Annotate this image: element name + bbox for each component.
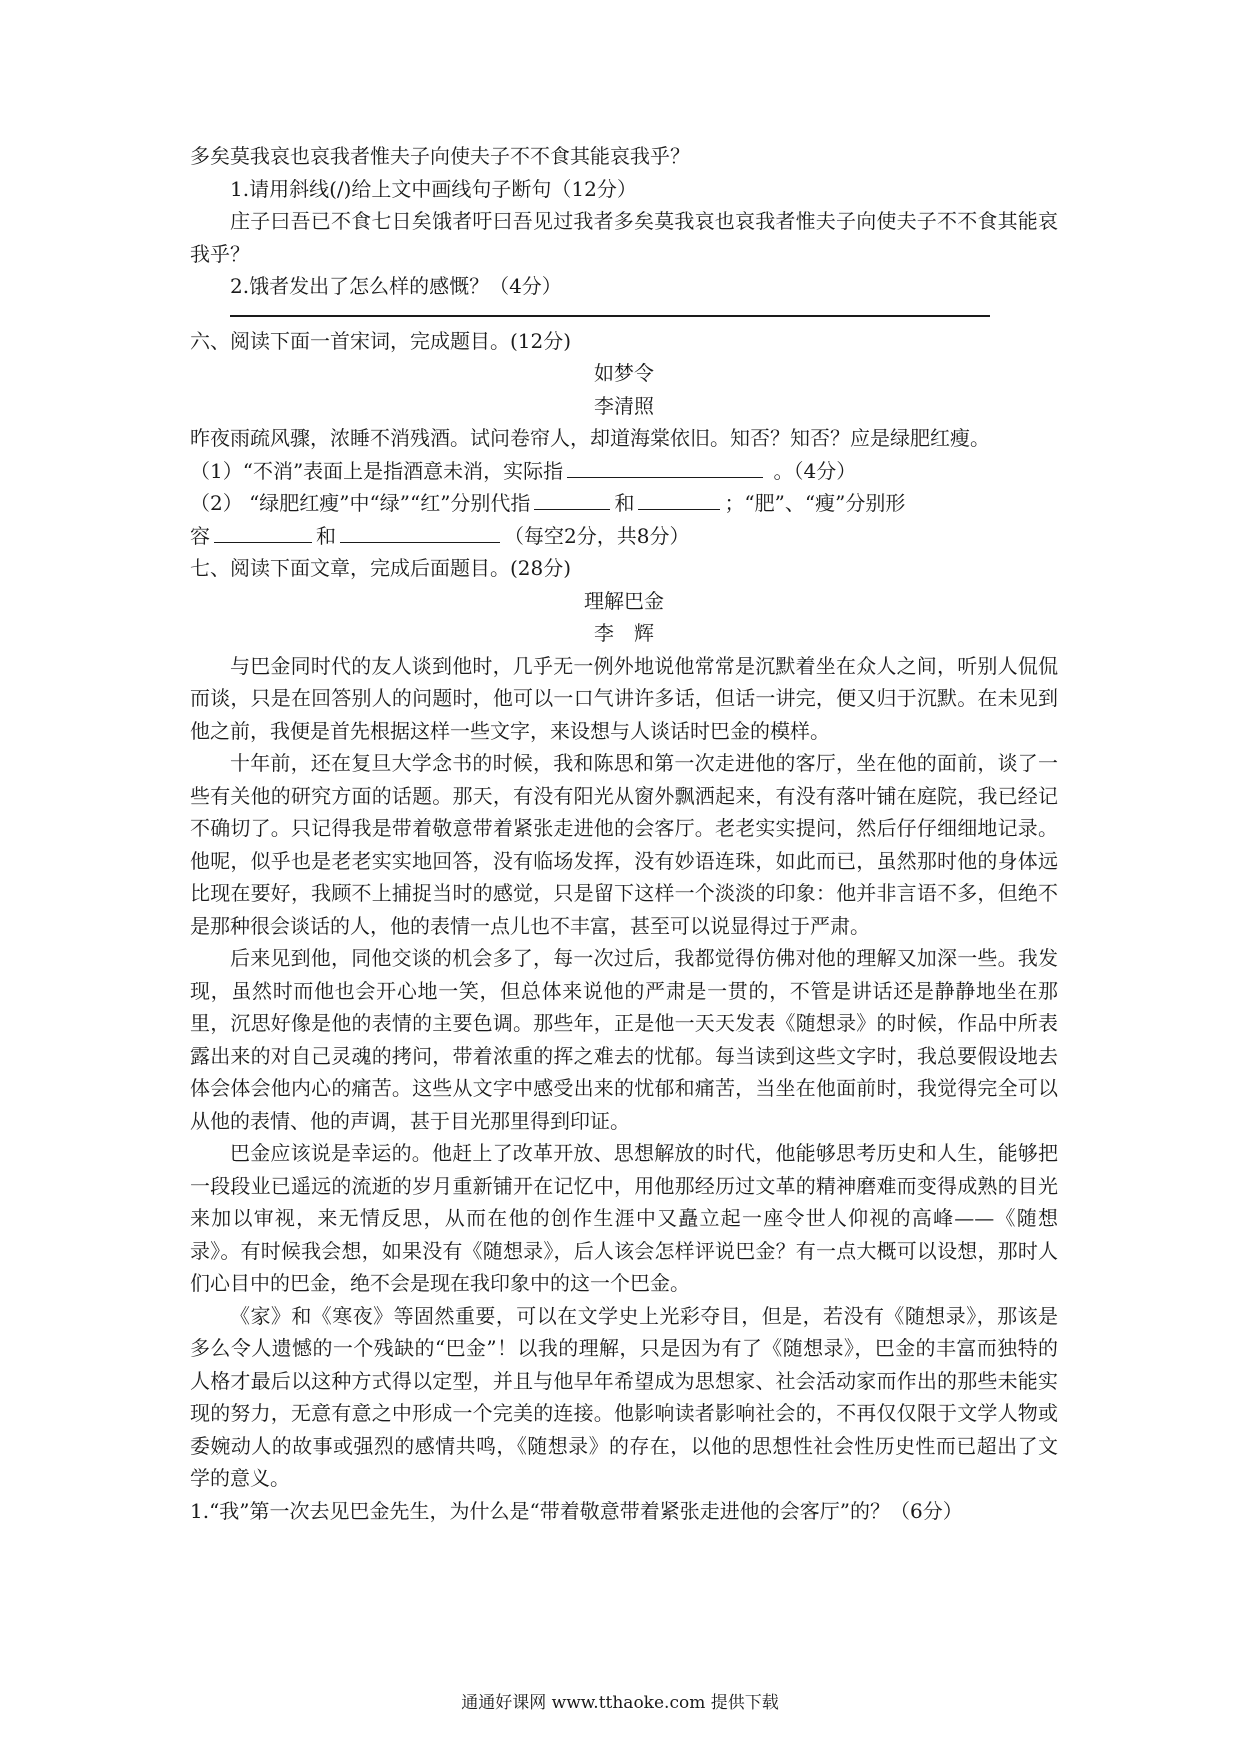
question-6-2-part6: （每空2分，共8分）	[504, 523, 690, 548]
section-6-heading: 六、阅读下面一首宋词，完成题目。(12分)	[190, 328, 572, 353]
question-6-2	[190, 487, 1058, 552]
question-6-2-part2: 和	[614, 491, 635, 515]
article-author: 李辉	[594, 621, 674, 645]
article-paragraph: 与巴金同时代的友人谈到他时，几乎无一例外地说他常常是沉默着坐在众人之间，听别人侃侃而谈，只是在回答别人的问题时，他可以一口气讲许多话，但话一讲完，便又归于沉默。在未见到他之前，我便是首先根据这样一些文字，来设想与人谈话时巴金的模样。	[190, 653, 1058, 743]
question-5-1-text: 庄子曰吾已不食七日矣饿者吁曰吾见过我者多矣莫我哀也哀我者惟夫子向使夫子不不食其能哀我乎？	[190, 209, 1058, 266]
answer-blank	[340, 520, 500, 543]
passage-tail: 多矣莫我哀也哀我者惟夫子向使夫子不不食其能哀我乎？	[190, 144, 690, 168]
question-6-2-part1: （2） “绿肥红瘦”中“绿”“红”分别代指	[190, 491, 531, 515]
article-title: 理解巴金	[584, 588, 664, 613]
question-7-1: 1.“我”第一次去见巴金先生，为什么是“带着敬意带着紧张走进他的会客厅”的？（6分）	[190, 1498, 963, 1523]
question-6-1-after: 。（4分）	[773, 458, 857, 483]
question-5-2-prompt: 2.饿者发出了怎么样的感慨？（4分）	[230, 274, 562, 298]
poem-title: 如梦令	[594, 361, 654, 385]
article-paragraph: 《家》和《寒夜》等固然重要，可以在文学史上光彩夺目，但是，若没有《随想录》，那该是多么令人遗憾的一个残缺的“巴金”！以我的理解，只是因为有了《随想录》，巴金的丰富而独特的人格才最后以这种方式得以定型，并且与他早年希望成为思想家、社会活动家而作出的那些未能实现的努力，无意有意之中形成一个完美的连接。他影响读者影响社会的，不再仅仅限于文学人物或委婉动人的故事或强烈的感情共鸣，《随想录》的存在，以他的思想性社会性历史性而已超出了文学的意义。	[190, 1303, 1058, 1490]
poem-author: 李清照	[594, 393, 654, 418]
article-paragraph: 后来见到他，同他交谈的机会多了，每一次过后，我都觉得仿佛对他的理解又加深一些。我发现，虽然时而他也会开心地一笑，但总体来说他的严肃是一贯的，不管是讲话还是静静地坐在那里，沉思好像是他的表情的主要色调。那些年，正是他一天天发表《随想录》的时候，作品中所表露出来的对自己灵魂的拷问，带着浓重的挥之难去的忧郁。每当读到这些文字时，我总要假设地去体会体会他内心的痛苦。这些从文字中感受出来的忧郁和痛苦，当坐在他面前时，我觉得完全可以从他的表情、他的声调，甚于目光那里得到印证。	[190, 946, 1058, 1133]
article-paragraph: 十年前，还在复旦大学念书的时候，我和陈思和第一次走进他的客厅，坐在他的面前，谈了一些有关他的研究方面的话题。那天，有没有阳光从窗外飘洒起来，有没有落叶铺在庭院，我已经记不确切了。只记得我是带着敬意带着紧张走进他的会客厅。老老实实提问，然后仔仔细细地记录。他呢，似乎也是老老实实地回答，没有临场发挥，没有妙语连珠，如此而已，虽然那时他的身体远比现在要好，我顾不上捕捉当时的感觉，只是留下这样一个淡淡的印象：他并非言语不多，但绝不是那种很会谈话的人，他的表情一点儿也不丰富，甚至可以说显得过于严肃。	[190, 751, 1058, 938]
answer-blank	[638, 487, 720, 510]
answer-line	[230, 315, 990, 317]
poem-text: 昨夜雨疏风骤，浓睡不消残酒。试问卷帘人，却道海棠依旧。知否？知否？应是绿肥红瘦。	[190, 426, 990, 450]
question-6-1-before: （1）“不消”表面上是指酒意未消，实际指	[190, 458, 564, 483]
answer-blank	[534, 487, 610, 510]
question-5-1-prompt: 1.请用斜线(/)给上文中画线句子断句（12分）	[230, 176, 637, 201]
question-6-2-part5: 和	[316, 523, 336, 548]
document-page	[190, 140, 1058, 1527]
article-paragraph: 巴金应该说是幸运的。他赶上了改革开放、思想解放的时代，他能够思考历史和人生，能够把一段段业已遥远的流逝的岁月重新铺开在记忆中，用他那经历过文革的精神磨难而变得成熟的目光来加以审视，来无情反思，从而在他的创作生涯中又矗立起一座令世人仰视的高峰——《随想录》。有时候我会想，如果没有《随想录》，后人该会怎样评说巴金？有一点大概可以设想，那时人们心目中的巴金，绝不会是现在我印象中的这一个巴金。	[190, 1141, 1058, 1295]
page-footer: 通通好课网 www.tthaoke.com 提供下载	[461, 1693, 779, 1713]
question-6-2-part4: 容	[190, 523, 210, 548]
answer-blank	[214, 520, 312, 543]
answer-blank	[567, 455, 763, 478]
question-6-1	[190, 455, 1058, 488]
question-6-2-part3: ；“肥”、“瘦”分别形	[724, 491, 906, 515]
section-7-heading: 七、阅读下面文章，完成后面题目。(28分)	[190, 556, 572, 580]
